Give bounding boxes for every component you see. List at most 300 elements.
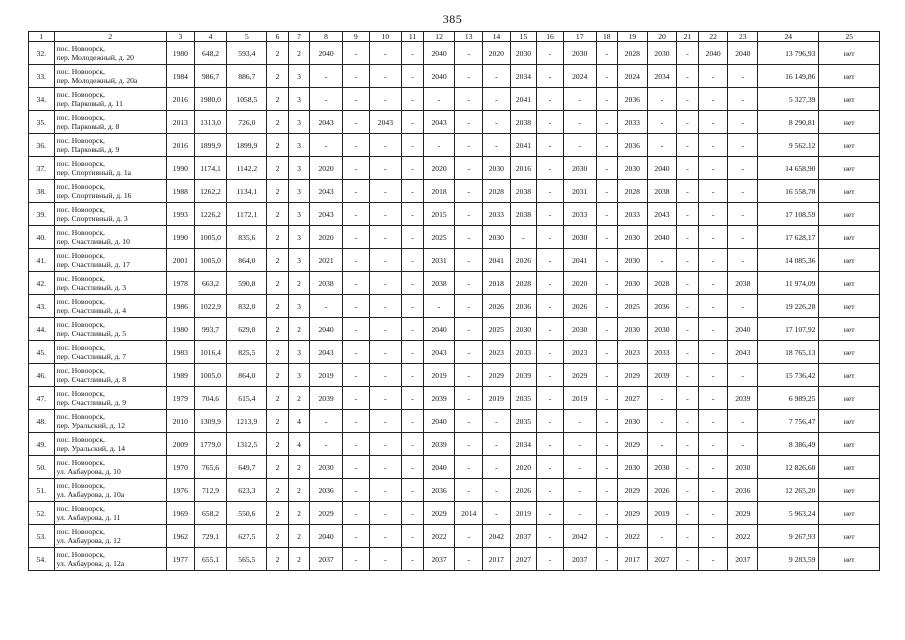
data-cell: 2 <box>267 295 288 318</box>
data-cell: 12 826,60 <box>758 456 819 479</box>
data-cell: 2033 <box>563 203 596 226</box>
address-settlement: пос. Новоорск, <box>56 480 105 490</box>
table-row <box>29 318 880 341</box>
data-cell: - <box>698 456 728 479</box>
data-cell: 648,2 <box>194 42 227 65</box>
data-cell: - <box>596 387 617 410</box>
data-cell: - <box>537 525 564 548</box>
data-cell: 2018 <box>423 180 455 203</box>
column-number-cell: 23 <box>728 32 758 42</box>
data-cell: 886,7 <box>227 65 267 88</box>
table-row <box>29 65 880 88</box>
table-row <box>29 295 880 318</box>
data-cell: - <box>596 364 617 387</box>
data-cell: - <box>369 272 402 295</box>
data-cell: - <box>677 364 698 387</box>
address-settlement: пос. Новоорск, <box>56 112 105 122</box>
table-row <box>29 364 880 387</box>
data-cell: - <box>537 364 564 387</box>
data-cell: - <box>455 88 483 111</box>
data-cell: - <box>698 226 728 249</box>
data-cell: - <box>483 502 511 525</box>
data-cell: 2043 <box>423 111 455 134</box>
data-cell: - <box>402 180 423 203</box>
address-settlement: пос. Новоорск, <box>56 296 105 306</box>
data-cell: 2040 <box>310 318 343 341</box>
data-cell: 2 <box>267 88 288 111</box>
data-cell: - <box>647 525 677 548</box>
address-street: пер. Спортивный, д. 16 <box>56 191 132 200</box>
data-cell: 1016,4 <box>194 341 227 364</box>
data-cell: - <box>342 180 369 203</box>
data-cell: нет <box>819 88 880 111</box>
address-settlement: пос. Новоорск, <box>56 227 105 237</box>
address-street: пер. Уральский, д. 12 <box>56 421 126 430</box>
data-cell: - <box>563 111 596 134</box>
data-cell: - <box>677 203 698 226</box>
data-cell: нет <box>819 295 880 318</box>
data-cell: - <box>455 157 483 180</box>
data-cell: - <box>698 272 728 295</box>
data-cell: - <box>537 226 564 249</box>
data-cell: - <box>537 180 564 203</box>
data-cell: 2040 <box>423 65 455 88</box>
data-cell: 2031 <box>423 249 455 272</box>
data-cell: 2020 <box>310 157 343 180</box>
data-cell: - <box>677 456 698 479</box>
data-cell: 2 <box>267 272 288 295</box>
data-cell: - <box>596 203 617 226</box>
data-cell: 593,4 <box>227 42 267 65</box>
address-settlement: пос. Новоорск, <box>56 158 105 168</box>
data-cell: - <box>537 295 564 318</box>
column-number-cell: 18 <box>596 32 617 42</box>
address-cell <box>54 134 167 157</box>
data-cell: - <box>455 456 483 479</box>
address-settlement: пос. Новоорск, <box>56 411 105 421</box>
data-cell: 4 <box>288 433 309 456</box>
data-cell: 8 386,49 <box>758 433 819 456</box>
data-cell: 2030 <box>647 456 677 479</box>
data-cell: - <box>342 226 369 249</box>
data-cell: 1980,0 <box>194 88 227 111</box>
address-street: пер. Молодежный, д. 20 <box>56 53 134 62</box>
data-cell: 19 226,28 <box>758 295 819 318</box>
data-cell: 2019 <box>563 387 596 410</box>
address-street: пер. Счастливый, д. 4 <box>56 306 127 315</box>
address-settlement: пос. Новоорск, <box>56 181 105 191</box>
data-cell: 550,6 <box>227 502 267 525</box>
data-cell: 2034 <box>510 433 537 456</box>
data-cell: 2 <box>267 134 288 157</box>
data-cell: - <box>537 433 564 456</box>
data-cell: 2030 <box>618 157 648 180</box>
address-street: пер. Счастливый, д. 5 <box>56 329 127 338</box>
column-number-cell: 2 <box>54 32 167 42</box>
data-cell: 2040 <box>310 42 343 65</box>
data-cell: - <box>596 295 617 318</box>
data-cell: 2026 <box>483 295 511 318</box>
data-cell: 2043 <box>310 203 343 226</box>
address-settlement: пос. Новоорск, <box>56 89 105 99</box>
data-cell: 2038 <box>647 180 677 203</box>
address-settlement: пос. Новоорск, <box>56 204 105 214</box>
data-cell: - <box>728 295 758 318</box>
data-cell: - <box>369 295 402 318</box>
data-cell: 8 290,81 <box>758 111 819 134</box>
column-number-cell: 9 <box>342 32 369 42</box>
data-cell: - <box>537 111 564 134</box>
address-street: пер. Уральский, д. 14 <box>56 444 126 453</box>
data-cell: нет <box>819 364 880 387</box>
data-cell: - <box>537 42 564 65</box>
address-cell <box>54 203 167 226</box>
row-number-cell: 34. <box>29 88 55 111</box>
data-cell: 17 628,17 <box>758 226 819 249</box>
data-cell: 864,0 <box>227 364 267 387</box>
address-settlement: пос. Новоорск, <box>56 526 105 536</box>
data-cell: - <box>342 272 369 295</box>
data-cell: нет <box>819 318 880 341</box>
data-cell: 13 796,93 <box>758 42 819 65</box>
table-row <box>29 203 880 226</box>
address-settlement: пос. Новоорск, <box>56 457 105 467</box>
data-cell: 2019 <box>510 502 537 525</box>
data-cell: 1899,9 <box>227 134 267 157</box>
data-cell: 2028 <box>618 42 648 65</box>
data-cell: 2030 <box>510 318 537 341</box>
data-cell: - <box>369 65 402 88</box>
data-cell: 864,0 <box>227 249 267 272</box>
data-cell: 2036 <box>618 134 648 157</box>
data-cell: 1779,0 <box>194 433 227 456</box>
address-settlement: пос. Новоорск, <box>56 365 105 375</box>
data-cell: - <box>728 203 758 226</box>
row-number-cell: 41. <box>29 249 55 272</box>
data-cell: - <box>728 134 758 157</box>
data-cell: нет <box>819 456 880 479</box>
row-number-cell: 32. <box>29 42 55 65</box>
address-street: пер. Спортивный, д. 3 <box>56 214 128 223</box>
data-cell: 2030 <box>728 456 758 479</box>
data-cell: нет <box>819 341 880 364</box>
address-settlement: пос. Новоорск, <box>56 388 105 398</box>
data-cell: - <box>455 42 483 65</box>
data-cell: 1226,2 <box>194 203 227 226</box>
table-row <box>29 525 880 548</box>
data-cell: 2037 <box>510 525 537 548</box>
data-cell: - <box>647 88 677 111</box>
address-settlement: пос. Новоорск, <box>56 250 105 260</box>
row-number-cell: 49. <box>29 433 55 456</box>
data-cell: 2030 <box>563 157 596 180</box>
data-cell: 615,4 <box>227 387 267 410</box>
row-number-cell: 42. <box>29 272 55 295</box>
column-number-cell: 17 <box>563 32 596 42</box>
address-settlement: пос. Новоорск, <box>56 503 105 513</box>
column-number-cell: 22 <box>698 32 728 42</box>
data-cell: 2 <box>267 364 288 387</box>
data-cell: - <box>402 65 423 88</box>
data-cell: 2041 <box>510 88 537 111</box>
address-street: пер. Счастливый, д. 9 <box>56 398 127 407</box>
data-cell: 2033 <box>510 341 537 364</box>
data-cell: - <box>698 410 728 433</box>
data-cell: 2022 <box>423 525 455 548</box>
data-cell: 2031 <box>563 180 596 203</box>
data-cell: - <box>596 180 617 203</box>
data-cell: 2043 <box>647 203 677 226</box>
data-cell: - <box>402 111 423 134</box>
data-cell: 1983 <box>167 341 195 364</box>
data-cell: - <box>455 548 483 571</box>
table-row <box>29 42 880 65</box>
data-cell: 1977 <box>167 548 195 571</box>
data-cell: - <box>698 157 728 180</box>
data-cell: - <box>728 180 758 203</box>
data-cell: 627,5 <box>227 525 267 548</box>
data-cell: 2 <box>267 456 288 479</box>
data-cell: нет <box>819 65 880 88</box>
data-cell: 2030 <box>618 272 648 295</box>
address-cell <box>54 502 167 525</box>
data-cell: - <box>647 111 677 134</box>
address-cell <box>54 318 167 341</box>
data-cell: - <box>728 157 758 180</box>
data-cell: нет <box>819 42 880 65</box>
data-cell: - <box>342 65 369 88</box>
column-number-cell: 8 <box>310 32 343 42</box>
data-cell: - <box>537 479 564 502</box>
data-cell: 1969 <box>167 502 195 525</box>
data-cell: - <box>455 341 483 364</box>
data-cell: 2030 <box>647 318 677 341</box>
data-cell: - <box>677 548 698 571</box>
data-cell: 2026 <box>647 479 677 502</box>
address-cell <box>54 341 167 364</box>
data-cell: нет <box>819 180 880 203</box>
data-cell: 2 <box>267 387 288 410</box>
data-cell: - <box>677 318 698 341</box>
address-cell <box>54 456 167 479</box>
data-cell: 2019 <box>483 387 511 410</box>
data-cell: - <box>402 548 423 571</box>
data-cell: - <box>537 134 564 157</box>
address-street: ул. Акбаурова, д. 12 <box>56 536 121 545</box>
data-cell: 2036 <box>423 479 455 502</box>
data-cell: 993,7 <box>194 318 227 341</box>
data-cell: - <box>455 111 483 134</box>
data-cell: - <box>537 502 564 525</box>
table-row <box>29 502 880 525</box>
row-number-cell: 54. <box>29 548 55 571</box>
data-cell: - <box>402 364 423 387</box>
address-street: пер. Парковый, д. 11 <box>56 99 123 108</box>
data-cell: 3 <box>288 134 309 157</box>
data-cell: - <box>728 433 758 456</box>
row-number-cell: 48. <box>29 410 55 433</box>
data-cell: 2030 <box>563 318 596 341</box>
data-cell: - <box>647 387 677 410</box>
data-cell: - <box>342 318 369 341</box>
data-cell: 2039 <box>647 364 677 387</box>
data-cell: 2020 <box>563 272 596 295</box>
table-row <box>29 111 880 134</box>
data-cell: 2033 <box>647 341 677 364</box>
address-street: пер. Спортивный, д. 1а <box>56 168 132 177</box>
data-cell: - <box>455 479 483 502</box>
table-row <box>29 387 880 410</box>
data-cell: - <box>423 295 455 318</box>
data-cell: 2 <box>267 65 288 88</box>
data-cell: 1976 <box>167 479 195 502</box>
column-number-cell: 1 <box>29 32 55 42</box>
row-number-cell: 47. <box>29 387 55 410</box>
address-street: ул. Акбаурова, д. 10а <box>56 490 125 499</box>
data-cell: - <box>310 134 343 157</box>
data-cell: - <box>698 387 728 410</box>
address-cell <box>54 65 167 88</box>
data-cell: 2 <box>267 111 288 134</box>
data-cell: 3 <box>288 157 309 180</box>
data-cell: - <box>402 134 423 157</box>
data-cell: 2015 <box>423 203 455 226</box>
data-cell: 2 <box>267 479 288 502</box>
data-cell: - <box>455 226 483 249</box>
data-cell: 2040 <box>310 525 343 548</box>
data-cell: 3 <box>288 88 309 111</box>
data-cell: - <box>402 410 423 433</box>
data-cell: 565,5 <box>227 548 267 571</box>
data-cell: 2023 <box>483 341 511 364</box>
data-cell: - <box>596 249 617 272</box>
data-cell: - <box>596 88 617 111</box>
data-cell: - <box>369 134 402 157</box>
data-cell: - <box>677 226 698 249</box>
data-cell: - <box>369 180 402 203</box>
data-cell: 2029 <box>310 502 343 525</box>
data-cell: - <box>402 433 423 456</box>
data-cell: 17 107,92 <box>758 318 819 341</box>
data-cell: 2030 <box>563 226 596 249</box>
data-cell: 729,1 <box>194 525 227 548</box>
data-cell: 1313,0 <box>194 111 227 134</box>
data-cell: 712,9 <box>194 479 227 502</box>
data-cell: - <box>402 272 423 295</box>
data-cell: - <box>563 456 596 479</box>
data-cell: 2016 <box>167 88 195 111</box>
data-cell: - <box>455 525 483 548</box>
data-cell: - <box>677 134 698 157</box>
data-cell: - <box>455 318 483 341</box>
data-cell: - <box>342 548 369 571</box>
data-cell: 2025 <box>483 318 511 341</box>
data-cell: 2019 <box>423 364 455 387</box>
address-cell <box>54 479 167 502</box>
data-cell: 2037 <box>728 548 758 571</box>
row-number-cell: 43. <box>29 295 55 318</box>
data-cell: 11 974,09 <box>758 272 819 295</box>
data-cell: 2026 <box>563 295 596 318</box>
data-cell: - <box>647 433 677 456</box>
data-cell: 2028 <box>618 180 648 203</box>
data-cell: 2020 <box>423 157 455 180</box>
data-cell: - <box>537 157 564 180</box>
data-cell: 623,3 <box>227 479 267 502</box>
data-cell: 2039 <box>423 387 455 410</box>
data-cell: 2037 <box>310 548 343 571</box>
data-cell: - <box>537 456 564 479</box>
data-cell: 2036 <box>510 295 537 318</box>
data-cell: - <box>342 479 369 502</box>
data-cell: - <box>342 410 369 433</box>
data-cell: 1980 <box>167 42 195 65</box>
data-cell: - <box>369 387 402 410</box>
data-cell: 2013 <box>167 111 195 134</box>
data-cell: 2043 <box>423 341 455 364</box>
table-row <box>29 249 880 272</box>
data-cell: 5 327,39 <box>758 88 819 111</box>
data-cell: - <box>698 111 728 134</box>
data-cell: - <box>677 180 698 203</box>
data-cell: 2016 <box>167 134 195 157</box>
data-cell: 2 <box>288 272 309 295</box>
data-cell: - <box>402 295 423 318</box>
data-cell: 2029 <box>618 364 648 387</box>
table-row <box>29 410 880 433</box>
data-cell: 14 658,90 <box>758 157 819 180</box>
data-cell: 2028 <box>647 272 677 295</box>
data-cell: - <box>402 525 423 548</box>
data-cell: - <box>728 364 758 387</box>
data-cell: нет <box>819 433 880 456</box>
data-cell: 2030 <box>483 226 511 249</box>
data-cell: нет <box>819 134 880 157</box>
data-cell: - <box>537 249 564 272</box>
data-cell: - <box>647 134 677 157</box>
table-row <box>29 180 880 203</box>
address-street: пер. Счастливый, д. 10 <box>56 237 130 246</box>
data-cell: - <box>698 433 728 456</box>
column-number-cell: 7 <box>288 32 309 42</box>
data-cell: 2029 <box>618 479 648 502</box>
data-cell: - <box>698 203 728 226</box>
data-cell: 2024 <box>563 65 596 88</box>
data-cell: 2029 <box>728 502 758 525</box>
data-cell: 986,7 <box>194 65 227 88</box>
data-cell: - <box>483 479 511 502</box>
data-cell: - <box>455 134 483 157</box>
data-cell: - <box>563 134 596 157</box>
data-cell: - <box>369 203 402 226</box>
data-cell: 2038 <box>510 180 537 203</box>
data-cell: 2033 <box>483 203 511 226</box>
data-cell: - <box>596 479 617 502</box>
data-cell: 2 <box>267 249 288 272</box>
data-cell: 2 <box>288 318 309 341</box>
data-cell: 2022 <box>618 525 648 548</box>
address-street: пер. Счастливый, д. 8 <box>56 375 127 384</box>
data-cell: 1990 <box>167 157 195 180</box>
data-cell: 2018 <box>483 272 511 295</box>
data-cell: 3 <box>288 249 309 272</box>
data-cell: 2040 <box>423 456 455 479</box>
address-settlement: пос. Новоорск, <box>56 66 105 76</box>
data-cell: 1022,9 <box>194 295 227 318</box>
data-cell: 2026 <box>510 479 537 502</box>
data-cell: 2 <box>288 387 309 410</box>
data-cell: - <box>596 502 617 525</box>
